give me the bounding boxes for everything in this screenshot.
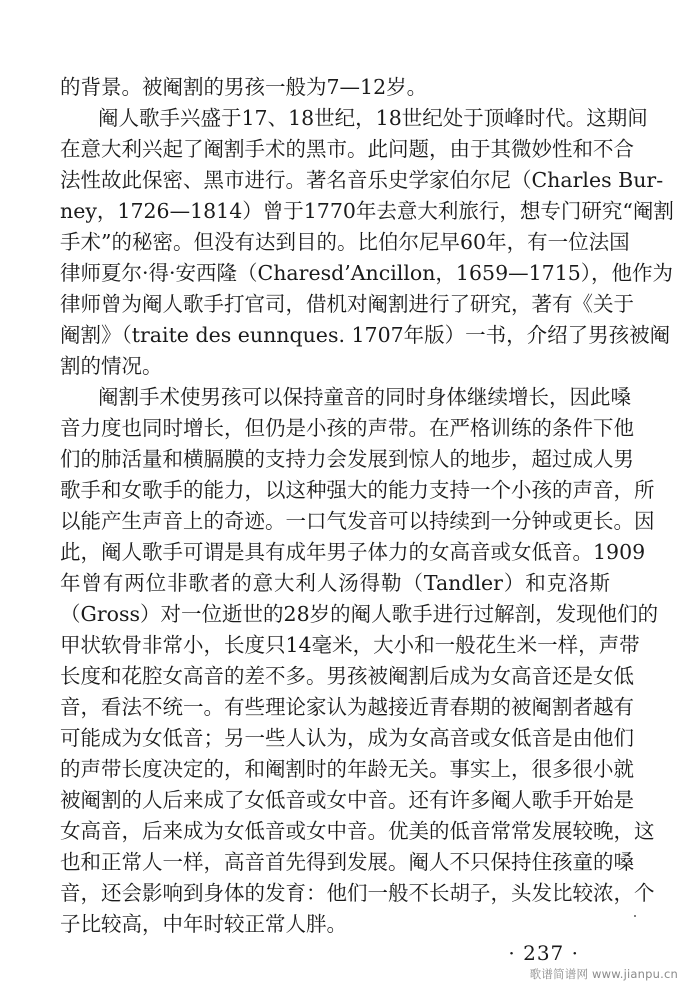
- text-line: 割的情况。: [60, 354, 163, 378]
- text-line: 的声带长度决定的，和阉割时的年龄无关。事实上，很多很小就: [60, 757, 634, 781]
- text-line: 子比较高，中年时较正常人胖。: [60, 912, 347, 936]
- text-line: 律师夏尔·得·安西隆（Charesd’Ancillon，1659—1715），他作为: [60, 261, 674, 285]
- text-line: 们的肺活量和横膈膜的支持力会发展到惊人的地步，超过成人男: [60, 447, 634, 471]
- text-line: ney，1726—1814）曾于1770年去意大利旅行，想专门研究“阉割: [60, 199, 674, 223]
- text-line: 歌手和女歌手的能力，以这种强大的能力支持一个小孩的声音，所: [60, 478, 655, 502]
- scan-speck: [634, 915, 636, 917]
- text-line: 在意大利兴起了阉割手术的黑市。此问题，由于其微妙性和不合: [60, 137, 634, 161]
- text-line: 甲状软骨非常小，长度只14毫米，大小和一般花生米一样，声带: [60, 633, 640, 657]
- text-line: 年曾有两位非歌者的意大利人汤得勒（Tandler）和克洛斯: [60, 571, 610, 595]
- text-line: 音力度也同时增长，但仍是小孩的声带。在严格训练的条件下他: [60, 416, 634, 440]
- text-line: 法性故此保密、黑市进行。著名音乐史学家伯尔尼（Charles Bur-: [60, 168, 664, 192]
- text-line: 阉人歌手兴盛于17、18世纪，18世纪处于顶峰时代。这期间: [98, 106, 648, 130]
- text-line: 律师曾为阉人歌手打官司，借机对阉割进行了研究，著有《关于: [60, 292, 634, 316]
- text-line: 手术”的秘密。但没有达到目的。比伯尔尼早60年，有一位法国: [60, 230, 630, 254]
- text-line: 阉割》（traite des eunnques. 1707年版）一书，介绍了男孩被阉: [60, 323, 671, 347]
- text-line: 以能产生声音上的奇迹。一口气发音可以持续到一分钟或更长。因: [60, 509, 655, 533]
- text-line: 阉割手术使男孩可以保持童音的同时身体继续增长，因此嗓: [98, 385, 631, 409]
- text-line: 音，还会影响到身体的发育：他们一般不长胡子，头发比较浓，个: [60, 881, 655, 905]
- text-line: 被阉割的人后来成了女低音或女中音。还有许多阉人歌手开始是: [60, 788, 634, 812]
- text-line: （Gross）对一位逝世的28岁的阉人歌手进行过解剖，发现他们的: [60, 602, 659, 626]
- text-line: 女高音，后来成为女低音或女中音。优美的低音常常发展较晚，这: [60, 819, 655, 843]
- text-line: 也和正常人一样，高音首先得到发展。阉人不只保持住孩童的嗓: [60, 850, 634, 874]
- text-line: 长度和花腔女高音的差不多。男孩被阉割后成为女高音还是女低: [60, 664, 634, 688]
- text-line: 此，阉人歌手可谓是具有成年男子体力的女高音或女低音。1909: [60, 540, 646, 564]
- text-line: 可能成为女低音；另一些人认为，成为女高音或女低音是由他们: [60, 726, 634, 750]
- text-line: 音，看法不统一。有些理论家认为越接近青春期的被阉割者越有: [60, 695, 634, 719]
- page-number: · 237 ·: [508, 941, 579, 965]
- text-line: 的背景。被阉割的男孩一般为7—12岁。: [60, 75, 428, 99]
- site-watermark: 歌谱简谱网 www.jianpu.cn: [529, 967, 678, 981]
